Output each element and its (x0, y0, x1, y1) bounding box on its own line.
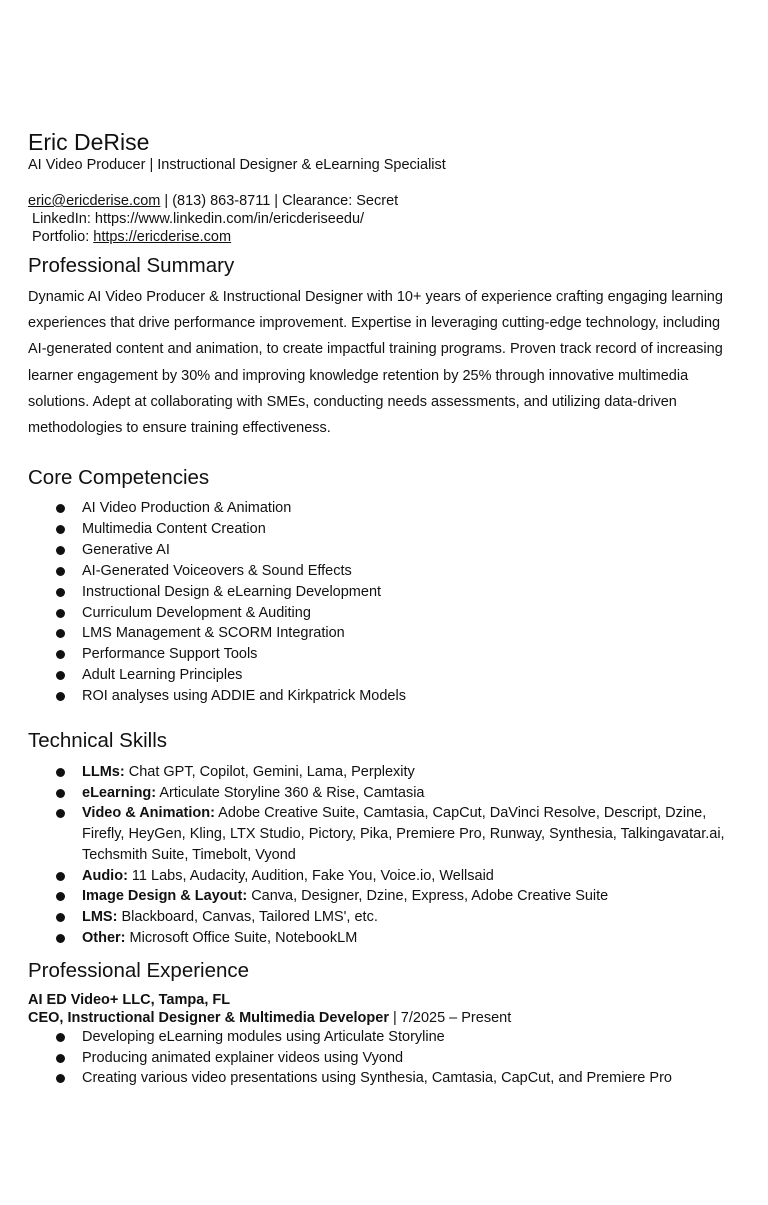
list-item (56, 665, 748, 686)
employer-name: AI ED Video+ LLC, Tampa, FL (28, 992, 231, 1008)
candidate-tagline: AI Video Producer | Instructional Designer & eLearning Specialist (28, 157, 446, 173)
list-item (56, 686, 748, 707)
duty-text: Creating various video presentations using Synthesia, Camtasia, CapCut, and Premiere Pro (82, 1070, 672, 1087)
list-item (56, 803, 748, 865)
list-item (56, 928, 748, 949)
email-link[interactable]: eric@ericderise.com (28, 193, 161, 209)
list-item (56, 1048, 748, 1069)
list-item (56, 1027, 748, 1048)
bullet-icon (56, 913, 65, 922)
list-item (56, 866, 748, 887)
experience-list (56, 1027, 748, 1089)
bullet-icon (56, 1033, 65, 1042)
list-item (56, 1068, 748, 1089)
linkedin-line: LinkedIn: https://www.linkedin.com/in/ericderiseedu/ (32, 211, 365, 227)
skill-tools: Adobe Creative Suite, Camtasia, CapCut, DaVinci Resolve, Descript, Dzine, Firefly, HeyGen, Kling, LTX Studio, Pictory, Pika, Premiere Pro, Runway, Synthesia, Talkingavatar.ai, Techsmith Suite, Timebolt, Vyond (82, 805, 725, 863)
bullet-icon (56, 692, 65, 701)
contact-block (28, 192, 740, 246)
bullet-icon (56, 567, 65, 576)
summary-text: Dynamic AI Video Producer & Instructional Designer with 10+ years of experience crafting engaging learning experiences that drive performance improvement. Expertise in leveraging cutting-edge technology, including AI-generated content and animation, to create impactful training programs. Proven track record of increasing learner engagement by 30% and improving knowledge retention by 25% through innovative multimedia solutions. Adept at collaborating with SMEs, conducting needs assessments, and utilizing data-driven methodologies to ensure training effectiveness. (28, 289, 723, 437)
list-item (56, 603, 748, 624)
competency-text: Generative AI (82, 541, 170, 558)
bullet-icon (56, 934, 65, 943)
bullet-icon (56, 768, 65, 777)
contact-line (28, 192, 740, 210)
portfolio-line (28, 228, 740, 246)
bullet-icon (56, 892, 65, 901)
bullet-icon (56, 629, 65, 638)
role-line (28, 1009, 740, 1027)
role-dates: | 7/2025 – Present (388, 1010, 512, 1026)
skill-category: eLearning: (82, 784, 157, 801)
skill-tools: Chat GPT, Copilot, Gemini, Lama, Perplexity (124, 764, 415, 780)
experience-heading: Professional Experience (28, 959, 250, 982)
competency-text: Multimedia Content Creation (82, 520, 266, 537)
skill-tools: Articulate Storyline 360 & Rise, Camtasia (156, 784, 425, 801)
skill-category: Audio: (82, 867, 128, 884)
list-item (56, 519, 748, 540)
skill-tools: Canva, Designer, Dzine, Express, Adobe Creative Suite (247, 888, 609, 905)
list-item (56, 498, 748, 519)
bullet-icon (56, 872, 65, 881)
list-item (56, 561, 748, 582)
bullet-icon (56, 525, 65, 534)
list-item (56, 907, 748, 928)
competency-text: LMS Management & SCORM Integration (82, 625, 345, 642)
bullet-icon (56, 609, 65, 618)
contact-details: | (813) 863-8711 | Clearance: Secret (160, 193, 399, 209)
competency-text: AI-Generated Voiceovers & Sound Effects (82, 562, 352, 579)
role-title: CEO, Instructional Designer & Multimedia Developer (28, 1010, 389, 1026)
competency-text: Curriculum Development & Auditing (82, 604, 311, 621)
competencies-heading: Core Competencies (28, 466, 210, 489)
list-item (56, 886, 748, 907)
bullet-icon (56, 809, 65, 818)
skill-tools: 11 Labs, Audacity, Audition, Fake You, Voice.io, Wellsaid (127, 867, 494, 884)
competency-text: Adult Learning Principles (82, 667, 243, 684)
skill-tools: Microsoft Office Suite, NotebookLM (125, 929, 358, 946)
technical-heading: Technical Skills (28, 729, 167, 752)
skill-category: Image Design & Layout: (82, 888, 248, 905)
portfolio-label: Portfolio: (32, 229, 94, 245)
list-item (56, 623, 748, 644)
bullet-icon (56, 1054, 65, 1063)
skill-category: LMS: (82, 908, 118, 925)
list-item (56, 783, 748, 804)
competency-text: AI Video Production & Animation (82, 500, 292, 516)
skill-tools: Blackboard, Canvas, Tailored LMS', etc. (117, 908, 378, 925)
list-item (56, 644, 748, 665)
bullet-icon (56, 789, 65, 798)
duty-text: Developing eLearning modules using Articulate Storyline (82, 1029, 445, 1045)
summary-heading: Professional Summary (28, 254, 235, 277)
list-item (56, 762, 748, 783)
bullet-icon (56, 546, 65, 555)
list-item (56, 540, 748, 561)
candidate-name: Eric DeRise (28, 129, 150, 155)
list-item (56, 582, 748, 603)
portfolio-link[interactable]: https://ericderise.com (93, 229, 232, 245)
competency-text: Performance Support Tools (82, 646, 258, 663)
technical-list (56, 762, 748, 948)
competencies-list (56, 498, 748, 707)
skill-category: Other: (82, 929, 126, 946)
bullet-icon (56, 588, 65, 597)
bullet-icon (56, 1074, 65, 1083)
competency-text: ROI analyses using ADDIE and Kirkpatrick Models (82, 688, 406, 705)
bullet-icon (56, 671, 65, 680)
bullet-icon (56, 650, 65, 659)
competency-text: Instructional Design & eLearning Development (82, 583, 382, 600)
bullet-icon (56, 504, 65, 513)
skill-category: LLMs: (82, 764, 125, 780)
skill-category: Video & Animation: (82, 805, 215, 822)
duty-text: Producing animated explainer videos using Vyond (82, 1049, 404, 1066)
